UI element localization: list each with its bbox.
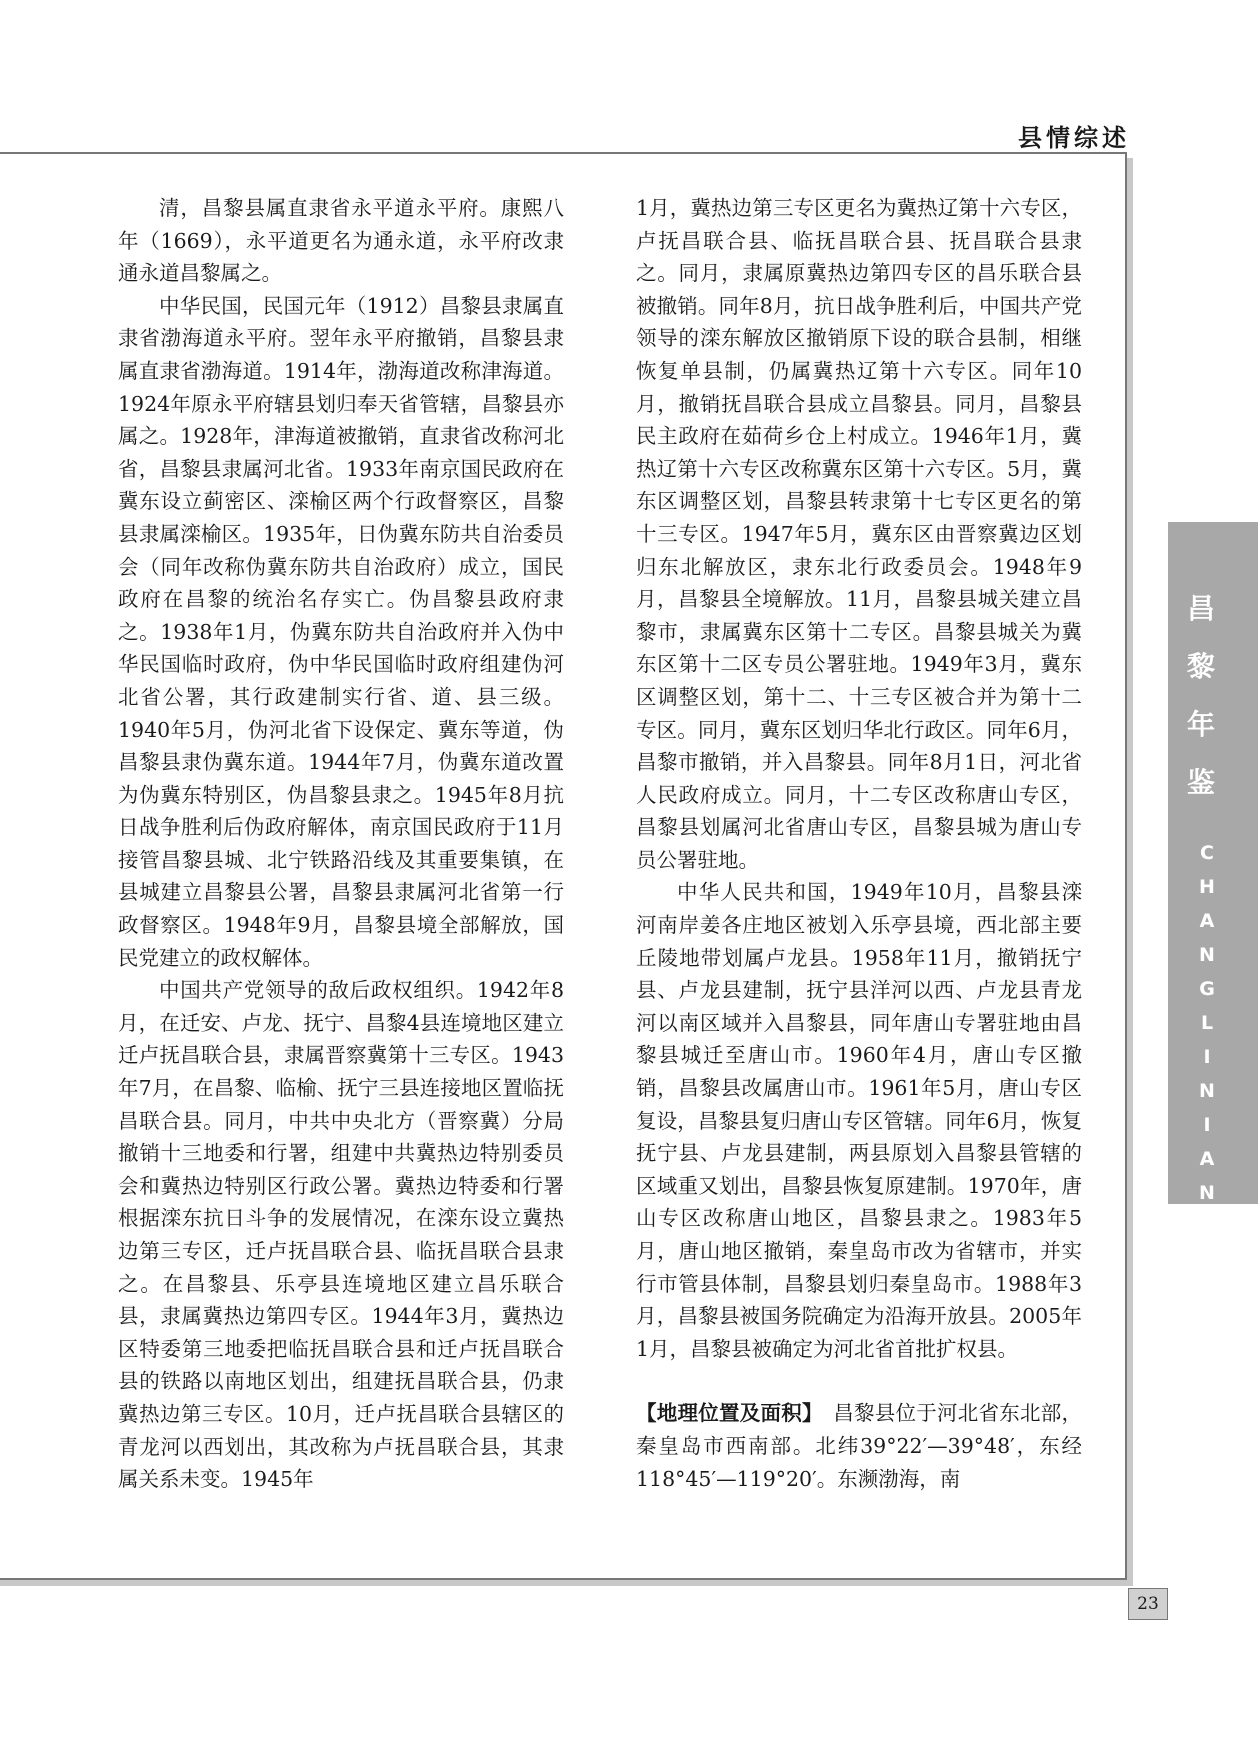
frame-shadow bbox=[0, 1580, 1133, 1586]
page-number: 23 bbox=[1128, 1588, 1168, 1620]
paragraph: 清，昌黎县属直隶省永平道永平府。康熙八年（1669），永平道更名为通永道，永平府改隶通永道昌黎属之。 bbox=[118, 196, 564, 286]
side-tab-char: 黎 bbox=[1186, 650, 1215, 683]
section-text: 昌黎县位于河北省东北部，秦皇岛市西南部。北纬39°22′—39°48′，东经118°45′—119°20′。东濒渤海，南 bbox=[636, 1401, 1082, 1491]
section-paragraph bbox=[636, 1397, 1082, 1495]
running-header: 县情综述 bbox=[1018, 124, 1130, 152]
side-tab-title bbox=[1185, 580, 1217, 812]
paragraph-continuation: 1月，冀热边第三专区更名为冀热辽第十六专区，卢抚昌联合县、临抚昌联合县、抚昌联合县隶之。同月，隶属原冀热边第四专区的昌乐联合县被撤销。同年8月，抗日战争胜利后，中国共产党领导的滦东解放区撤销原下设的联合县制，相继恢复单县制，仍属冀热辽第十六专区。同年10月，撤销抚昌联合县成立昌黎县。同月，昌黎县民主政府在茹荷乡仓上村成立。1946年1月，冀热辽第十六专区改称冀东区第十六专区。5月，冀东区调整区划，昌黎县转隶第十七专区更名的第十三专区。1947年5月，冀东区由晋察冀边区划归东北解放区，隶东北行政委员会。1948年9月，昌黎县全境解放。11月，昌黎县城关建立昌黎市，隶属冀东区第十二专区。昌黎县城关为冀东区第十二区专员公署驻地。1949年3月，冀东区调整区划，第十二、十三专区被合并为第十二专区。同月，冀东区划归华北行政区。同年6月，昌黎市撤销，并入昌黎县。同年8月1日，河北省人民政府成立。同月，十二专区改称唐山专区，昌黎县划属河北省唐山专区，昌黎县城为唐山专员公署驻地。 bbox=[636, 196, 1082, 872]
paragraph: 中华民国，民国元年（1912）昌黎县隶属直隶省渤海道永平府。翌年永平府撤销，昌黎县隶属直隶省渤海道。1914年，渤海道改称津海道。1924年原永平府辖县划归奉天省管辖，昌黎县亦属之。1928年，津海道被撤销，直隶省改称河北省，昌黎县隶属河北省。1933年南京国民政府在冀东设立蓟密区、滦榆区两个行政督察区，昌黎县隶属滦榆区。1935年，日伪冀东防共自治委员会（同年改称伪冀东防共自治政府）成立，国民政府在昌黎的统治名存实亡。伪昌黎县政府隶之。1938年1月，伪冀东防共自治政府并入伪中华民国临时政府，伪中华民国临时政府组建伪河北省公署，其行政建制实行省、道、县三级。1940年5月，伪河北省下设保定、冀东等道，伪昌黎县隶伪冀东道。1944年7月，伪冀东道改置为伪冀东特别区，伪昌黎县隶之。1945年8月抗日战争胜利后伪政府解体，南京国民政府于11月接管昌黎县城、北宁铁路沿线及其重要集镇，在县城建立昌黎县公署，昌黎县隶属河北省第一行政督察区。1948年9月，昌黎县境全部解放，国民党建立的政权解体。 bbox=[118, 293, 564, 970]
side-tab-char: 鉴 bbox=[1186, 766, 1215, 799]
frame-shadow bbox=[1127, 158, 1133, 1586]
side-tab-char: 年 bbox=[1186, 708, 1215, 741]
paragraph: 中国共产党领导的敌后政权组织。1942年8月，在迁安、卢龙、抚宁、昌黎4县连境地区建立迁卢抚昌联合县，隶属晋察冀第十三专区。1943年7月，在昌黎、临榆、抚宁三县连接地区置临抚昌联合县。同月，中共中央北方（晋察冀）分局撤销十三地委和行署，组建中共冀热边特别委员会和冀热边特别区行政公署。冀热边特委和行署根据滦东抗日斗争的发展情况，在滦东设立冀热边第三专区，迁卢抚昌联合县、临抚昌联合县隶之。在昌黎县、乐亭县连境地区建立昌乐联合县，隶属冀热边第四专区。1944年3月，冀热边区特委第三地委把临抚昌联合县和迁卢抚昌联合县的铁路以南地区划出，组建抚昌联合县，仍隶冀热边第三专区。10月，迁卢抚昌联合县辖区的青龙河以西划出，其改称为卢抚昌联合县，其隶属关系未变。1945年 bbox=[118, 978, 564, 1492]
right-column bbox=[636, 192, 1082, 1495]
left-column bbox=[118, 192, 564, 1496]
section-title: 【地理位置及面积】 bbox=[636, 1401, 813, 1426]
side-tab-pinyin: CHANGLINIANJIAN bbox=[1196, 842, 1218, 1352]
paragraph: 中华人民共和国，1949年10月，昌黎县滦河南岸姜各庄地区被划入乐亭县境，西北部主要丘陵地带划属卢龙县。1958年11月，撤销抚宁县、卢龙县建制，抚宁县洋河以西、卢龙县青龙河以南区域并入昌黎县，同年唐山专署驻地由昌黎县城迁至唐山市。1960年4月，唐山专区撤销，昌黎县改属唐山市。1961年5月，唐山专区复设，昌黎县复归唐山专区管辖。同年6月，恢复抚宁县、卢龙县建制，两县原划入昌黎县管辖的区域重又划出，昌黎县恢复原建制。1970年，唐山专区改称唐山地区，昌黎县隶之。1983年5月，唐山地区撤销，秦皇岛市改为省辖市，并实行市管县体制，昌黎县划归秦皇岛市。1988年3月，昌黎县被国务院确定为沿海开放县。2005年1月，昌黎县被确定为河北省首批扩权县。 bbox=[636, 880, 1082, 1361]
side-tab-char: 昌 bbox=[1186, 592, 1215, 625]
